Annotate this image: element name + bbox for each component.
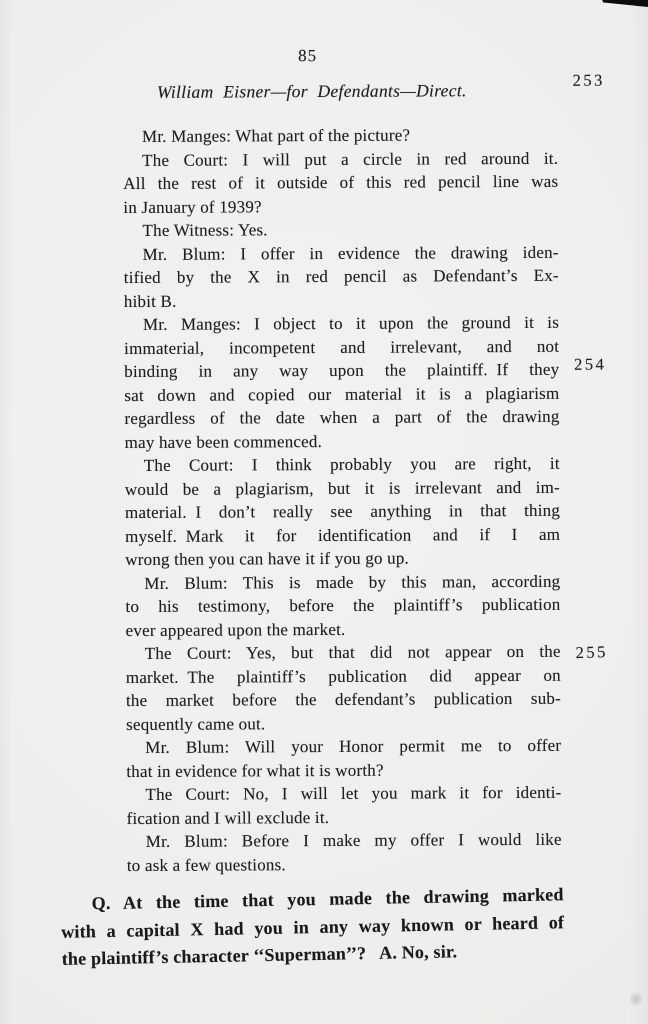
transcript-paragraph [124,311,560,454]
transcript-paragraph [123,217,558,243]
qa-text [60,881,564,973]
text-line: may have been commenced. [124,431,323,452]
text-line: the plaintiff’s character ‘‘Superman’’? A. No, sir. [61,941,458,969]
page-number: 85 [298,46,318,66]
transcript-paragraph [126,734,561,783]
text-line: regardless of the date when a part of the drawing [124,406,560,429]
margin-number: 253 [572,70,605,90]
margin-number: 255 [575,642,609,663]
text-line: Q. At the time that you made the drawing marked [91,884,564,914]
text-line: Mr. Manges: I object to it upon the ground it is [142,312,560,334]
text-line: Mr. Blum: This is made by this man, according [144,571,561,593]
scan-speck-artifact [630,990,642,1008]
transcript-body [123,123,562,877]
running-header: William Eisner—for Defendants—Direct. [156,80,467,102]
text-line: to ask a few questions. [126,854,286,875]
transcript-paragraph [126,781,561,830]
text-line: hibit B. [123,291,177,311]
text-line: would be a plagiarism, but it is irrelevant and im- [124,477,560,499]
text-line: market. The plaintiff’s publication did appear on [125,665,561,687]
text-line: Mr. Blum: I offer in evidence the drawing iden- [142,242,559,264]
transcript-paragraph [126,640,561,736]
text-line: The Court: I think probably you are right, it [143,453,560,475]
text-line: binding in any way upon the plaintiff. If they [124,359,560,382]
text-line: sequently came out. [126,713,266,734]
text-line: that in evidence for what it is worth? [126,760,384,781]
transcript-paragraph [125,452,561,572]
text-line: in January of 1939? [123,196,262,217]
transcript-paragraph [124,240,559,313]
transcript-paragraph [123,123,558,149]
qa-paragraph [60,881,564,973]
text-line: the market before the defendant’s publication sub- [125,688,562,711]
text-line: Mr. Blum: Will your Honor permit me to offer [145,735,562,757]
transcript-paragraph [123,146,558,219]
text-line: wrong then you can have it if you go up. [125,548,410,570]
text-line: fication and I will exclude it. [126,807,330,828]
transcript-paragraph [125,569,560,642]
margin-number: 254 [574,354,607,374]
text-line: All the rest of it outside of this red pencil line was [123,171,559,194]
text-line: with a capital X had you in any way known or heard of [61,911,565,942]
transcript-paragraph [127,828,562,877]
text-line: The Court: No, I will let you mark it for identi- [145,782,562,804]
text-line: Mr. Manges: What part of the picture? [141,125,411,146]
text-line: immaterial, incompetent and irrelevant, and not [124,336,560,358]
text-line: tified by the X in red pencil as Defendant’s Ex- [123,265,559,288]
text-line: ever appeared upon the market. [125,619,346,640]
text-line: The Witness: Yes. [142,220,268,240]
text-line: to his testimony, before the plaintiff’s publication [125,594,561,617]
text-line: sat down and copied our material it is a plagiarism [124,383,560,405]
text-line: material. I don’t really see anything in that thing [124,500,561,523]
text-line: Mr. Blum: Before I make my offer I would like [145,829,562,851]
text-line: myself. Mark it for identification and if I am [125,524,561,546]
text-line: The Court: I will put a circle in red around it. [142,148,559,170]
text-line: The Court: Yes, but that did not appear on the [144,641,561,663]
